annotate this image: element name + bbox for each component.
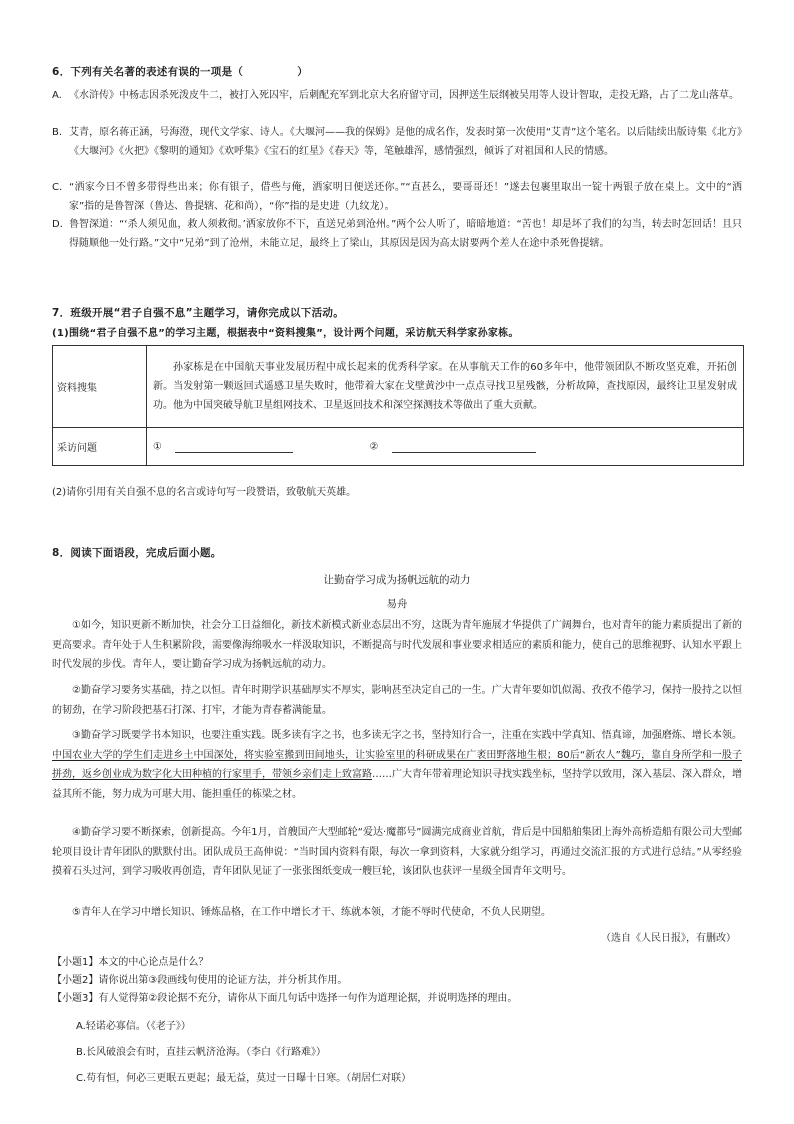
answer-blank-1[interactable] bbox=[175, 440, 293, 453]
q8-title: 8．阅读下面语段，完成后面小题。 bbox=[52, 547, 222, 559]
q6-option-b bbox=[52, 124, 742, 161]
paragraph-1: ①如今，知识更新不断加快，社会分工日益细化，新技术新模式新业态层出不穷，这既为青年施展才华提供了广阔舞台，也对青年的能力素质提出了新的更高要求。青年处于人生积累阶段，需要像海绵吸水一样汲取知识，不断提高与时代发展和事业要求相适应的素质和能力，使自己的思维视野、认知水平跟上时代发展的步伐。青年人，要让勤奋学习成为扬帆远航的动力。 bbox=[52, 620, 742, 670]
paragraph-3 bbox=[52, 726, 742, 804]
option-text: “洒家今日不曾多带得些出来；你有银子，借些与俺，洒家明日便送还你。”“直甚么，要哥哥还！”遂去包裹里取出一锭十两银子放在桌上。文中的“洒家”指的是鲁智深（鲁达、鲁提辖、花和尚），“你”指的是史进（九纹龙）。 bbox=[69, 182, 742, 212]
option-label: B. bbox=[52, 127, 63, 138]
paragraph-2: ②勤奋学习要务实基础，持之以恒。青年时期学识基础厚实不厚实，影响甚至决定自己的一生。广大青年要如饥似渴、孜孜不倦学习，保持一股持之以恒的韧劲，在学习阶段把基石打深、打牢，才能为青春蓄满能量。 bbox=[52, 685, 742, 716]
table-head-material: 资料搜集 bbox=[53, 346, 147, 428]
q7-sub1: (1)围绕“君子自强不息”的学习主题，根据表中“资料搜集”，设计两个问题，采访航天科学家孙家栋。 bbox=[52, 328, 519, 339]
blank-label-1: ① bbox=[153, 441, 162, 453]
table-body-questions bbox=[147, 428, 744, 466]
option-text: 《水浒传》中杨志因杀死泼皮牛二，被打入死囚牢，后刺配充军到北京大名府留守司，因押送生辰纲被吴用等人设计智取，走投无路，占了二龙山落草。 bbox=[69, 90, 739, 101]
choice-b: B.长风破浪会有时，直挂云帆济沧海。（李白《行路难》） bbox=[76, 1047, 327, 1058]
option-text: 艾青，原名蒋正涵，号海澄，现代文学家、诗人。《大堰河——我的保姆》是他的成名作，发表时第一次使用“艾青”这个笔名。以后陆续出版诗集《北方》《大堰河》《火把》《黎明的通知》《欢呼集》《宝石的红星》《春天》等，笔触雄浑，感情强烈，倾诉了对祖国和人民的情感。 bbox=[69, 127, 742, 157]
paragraph-5: ⑤青年人在学习中增长知识、锤炼品格，在工作中增长才干、练就本领，才能不辱时代使命，不负人民期望。 bbox=[72, 907, 551, 918]
article-title: 让勤奋学习成为扬帆远航的动力 bbox=[323, 574, 471, 586]
option-label: A. bbox=[52, 90, 62, 101]
paragraph-4: ④勤奋学习要不断探索，创新提高。今年1月，首艘国产大型邮轮“爱达·魔都号”圆满完成商业首航，背后是中国船舶集团上海外高桥造船有限公司大型邮轮项目设计青年团队的默默付出。团队成员王高伸说：“当时国内资料有限，每次一拿到资料，大家就分组学习，再通过交流汇报的方式进行总结。”从零经验摸着石头过河，到学习吸收再创造，青年团队见证了一张张图纸变成一艘巨轮，该团队也获评一星级全国青年文明号。 bbox=[52, 827, 742, 877]
subquestion-2: 【小题2】请你说出第③段画线句使用的论证方法，并分析其作用。 bbox=[52, 975, 348, 986]
option-text: 鲁智深道：“‘杀人须见血，救人须救彻。’洒家放你不下，直送兄弟到沧州。”两个公人听了，暗暗地道：“苦也！却是坏了我们的勾当，转去时怎回话！且只得随顺他一处行路。”文中“兄弟”到了沧州，未能立足，最终上了梁山，其原因是因为高太尉要两个差人在途中杀死鲁提辖。 bbox=[69, 219, 742, 249]
table-head-questions: 采访问题 bbox=[53, 428, 147, 466]
material-table bbox=[52, 345, 744, 466]
article-author: 易舟 bbox=[386, 598, 408, 610]
option-label: C. bbox=[52, 182, 63, 193]
q6-title: 6．下列有关名著的表述有误的一项是（ ） bbox=[52, 66, 309, 78]
article-source: （选自《人民日报》，有删改） bbox=[601, 933, 736, 944]
q7-title: 7．班级开展“君子自强不息”主题学习，请你完成以下活动。 bbox=[52, 307, 345, 319]
q7-sub2: (2)请你引用有关自强不息的名言或诗句写一段赞语，致敬航天英雄。 bbox=[52, 487, 357, 498]
subquestion-3: 【小题3】有人觉得第②段论据不充分，请你从下面几句话中选择一句作为道理论据，并说明选择的理由。 bbox=[52, 993, 518, 1004]
table-body-material: 孙家栋是在中国航天事业发展历程中成长起来的优秀科学家。在从事航天工作的60多年中，他带领团队不断攻坚克难，开拓创新。当发射第一颗返回式遥感卫星失败时，他带着大家在戈壁黄沙中一点点寻找卫星残骸，分析故障，查找原因，最终让卫星发射成功。他为中国突破导航卫星组网技术、卫星返回技术和深空探测技术等做出了重大贡献。 bbox=[147, 346, 744, 428]
subquestion-1: 【小题1】本文的中心论点是什么？ bbox=[52, 957, 209, 968]
option-label: D. bbox=[52, 219, 63, 230]
q6-option-a bbox=[52, 87, 742, 106]
paragraph-3-tail: ……广大青年带着理论知识寻找实践坐标，坚持学以致用，深入基层、深入群众，增益其所不能，努力成为可堪大用、能担重任的栋梁之材。 bbox=[52, 769, 742, 800]
choice-c: C.苟有恒，何必三更眠五更起；最无益，莫过一日曝十日寒。（胡居仁对联） bbox=[76, 1073, 412, 1084]
choice-a: A.轻诺必寡信。（《老子》） bbox=[76, 1021, 191, 1032]
paragraph-3-lead: ③勤奋学习既要学书本知识，也要注重实践。既多读有字之书，也多读无字之书，坚持知行合一，注重在实践中学真知、悟真谛，加强磨炼、增长本领。 bbox=[72, 730, 742, 741]
q6-option-d bbox=[52, 216, 742, 253]
answer-blank-2[interactable] bbox=[392, 440, 536, 453]
q6-option-c bbox=[52, 179, 742, 216]
blank-label-2: ② bbox=[369, 441, 379, 453]
paragraph-3-underlined: 中国农业大学的学生们走进乡土中国深处，将实验室搬到田间地头，让实验室里的科研成果在广袤田野落地生根；80后“新农人”魏巧，靠自身所学和一股子拼劲，返乡创业成为数字化大田种植的行家里手，带领乡亲们走上致富路 bbox=[52, 749, 742, 780]
